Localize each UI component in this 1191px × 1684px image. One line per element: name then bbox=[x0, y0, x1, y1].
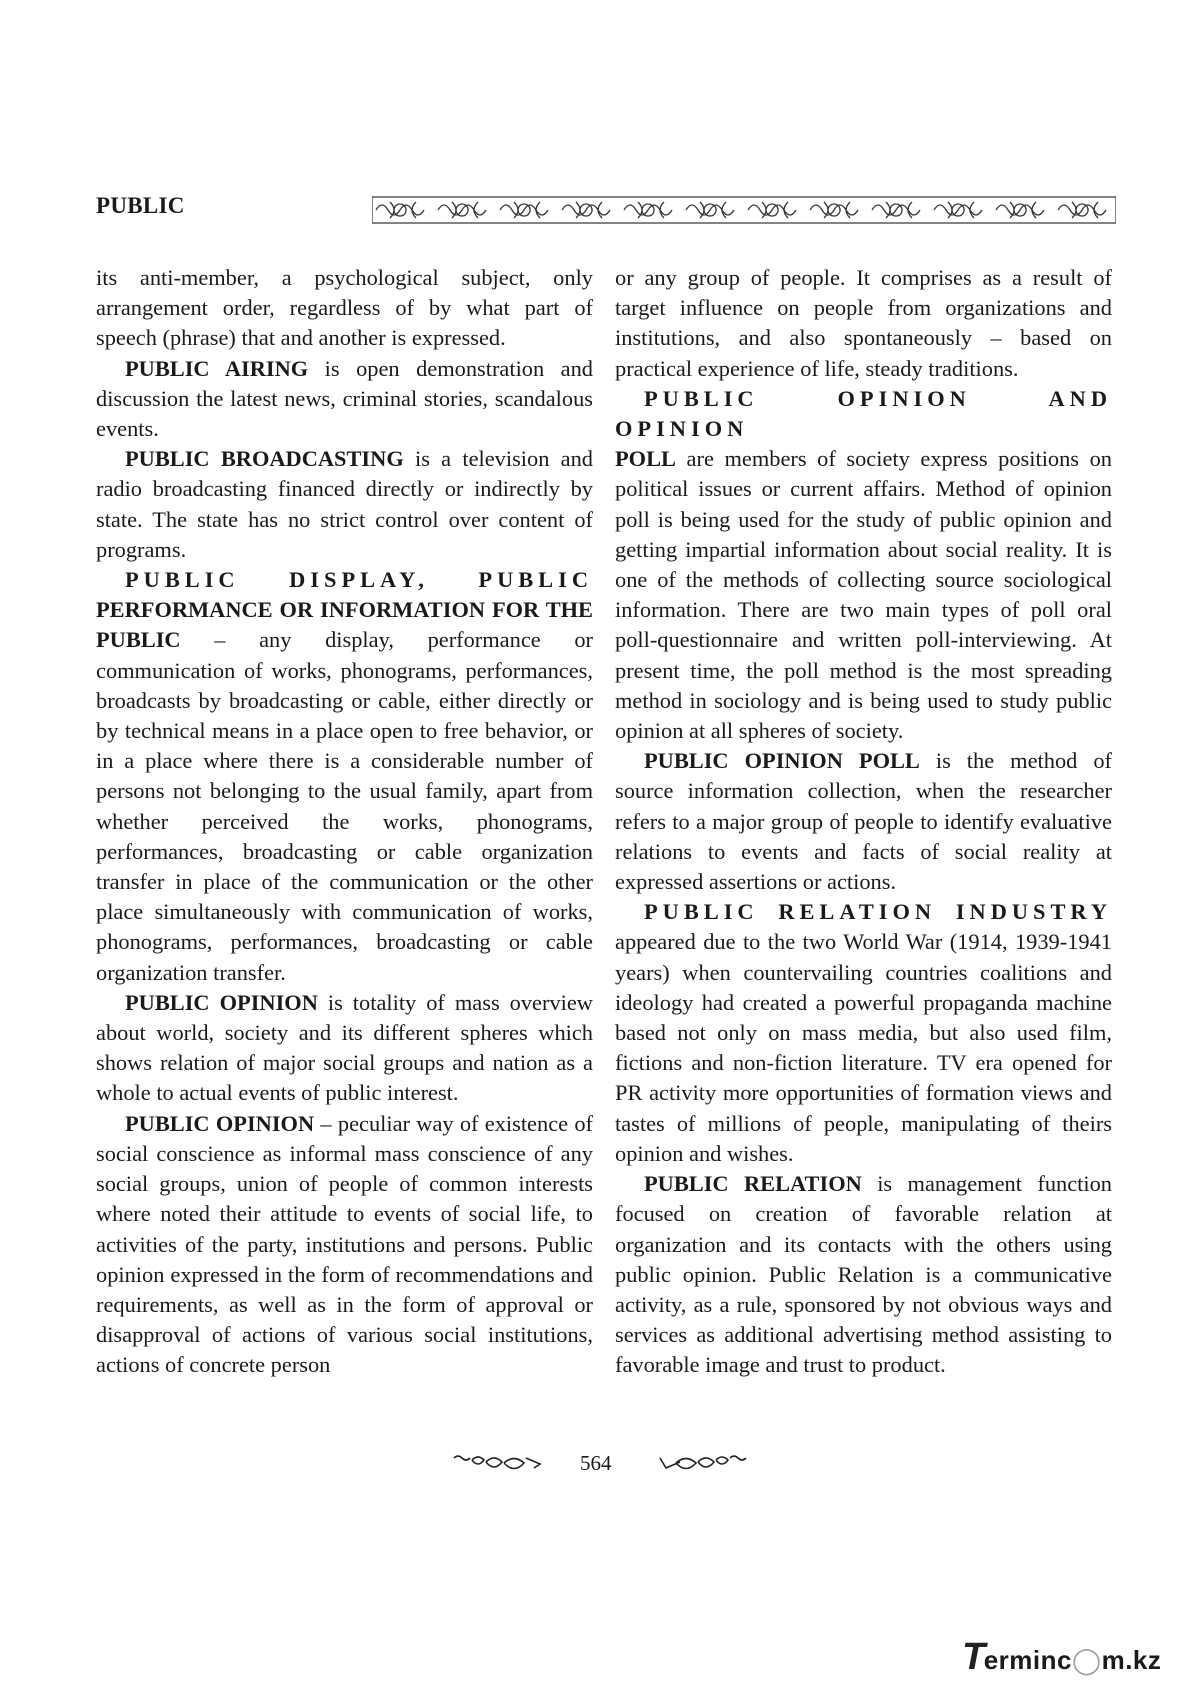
entry-public-airing: PUBLIC AIRING is open demonstration and discussion the latest news, criminal stories, scandalous events. bbox=[96, 355, 593, 442]
entry-opinion-poll-heading bbox=[615, 384, 1112, 444]
footer-ornament-right-icon bbox=[656, 1452, 748, 1474]
ornament-knot bbox=[686, 202, 734, 218]
entry-public-display-cont: PERFORMANCE OR INFORMATION FOR THE PUBLIC – any display, performance or communication of works, phonograms, performances, broadcasts by broadcasting or cable, either directly or by technical means in a place open to free behavior, or in a place where there is a considerable number of persons not belonging to the usual family, apart from whether perceived the works, phonograms, performances, broadcasting or cable organization transfer in place of the communication or the other place simultaneously with communication of works, phonograms, performances, broadcasting or cable organization transfer. bbox=[96, 597, 593, 985]
ornament-knot bbox=[810, 202, 858, 218]
entry-term: PUBLIC AIRING bbox=[125, 355, 309, 381]
left-column bbox=[96, 263, 593, 1381]
ornament-knot bbox=[934, 202, 982, 218]
ornament-knot bbox=[562, 202, 610, 218]
running-header: PUBLIC bbox=[96, 193, 185, 218]
entry-public-relation-industry-cont: appeared due to the two World War (1914, 1939-1941 years) when countervailing countries coalitions and ideology had created a powerful propaganda machine based not only on mass media, but also used film, fictions and non-fiction literature. TV era opened for PR activity more opportunities of formation views and tastes of millions of people, manipulating of theirs opinion and wishes. bbox=[615, 929, 1112, 1166]
page-number: 564 bbox=[580, 1451, 612, 1475]
ornament-knot bbox=[996, 202, 1044, 218]
ornament-knot bbox=[438, 202, 486, 218]
entry-continuation: or any group of people. It comprises as a result of target influence on people from organizations and institutions, and also spontaneously – based on practical experience of life, steady traditions. bbox=[615, 265, 1112, 381]
entry-public-relation-industry bbox=[615, 897, 1112, 927]
entry-term: PUBLIC DISPLAY, PUBLIC bbox=[125, 567, 593, 593]
ornament-knot bbox=[500, 202, 548, 218]
entry-term: PUBLIC OPINION POLL bbox=[644, 748, 920, 774]
ornament-knot bbox=[376, 202, 424, 218]
site-watermark: Terminc◯m.kz bbox=[962, 1636, 1162, 1678]
entry-term: PUBLIC OPINION bbox=[125, 989, 318, 1015]
footer-ornament-left-icon bbox=[452, 1452, 544, 1474]
ornament-knot bbox=[624, 202, 672, 218]
ornament-knot bbox=[872, 202, 920, 218]
entry-public-display bbox=[96, 565, 593, 595]
entry-term: PERFORMANCE OR INFORMATION FOR THE PUBLIC bbox=[96, 597, 593, 653]
entry-public-opinion-2: PUBLIC OPINION – peculiar way of existence of social conscience as informal mass conscience of any social groups, union of people of common interests where noted their attitude to events of social life, to activities of the party, institutions and persons. Public opinion expressed in the form of recommendations and requirements, as well as in the form of approval or disapproval of actions of various social institutions, actions of concrete person bbox=[96, 1110, 593, 1378]
entry-term: PUBLIC OPINION bbox=[125, 1110, 315, 1136]
entry-term: PUBLIC RELATION bbox=[644, 1171, 862, 1197]
entry-term: PUBLIC OPINION AND OPINION bbox=[615, 385, 1112, 442]
header-ornament bbox=[372, 196, 1116, 224]
entry-term: POLL bbox=[615, 446, 676, 472]
ornament-knot bbox=[1058, 202, 1106, 218]
entry-public-opinion-1: PUBLIC OPINION is totality of mass overview about world, society and its different spheres which shows relation of major social groups and nation as a whole to actual events of public interest. bbox=[96, 989, 593, 1106]
right-column bbox=[615, 263, 1112, 1381]
entry-continuation: its anti-member, a psychological subject, only arrangement order, regardless of by what part of speech (phrase) that and another is expressed. bbox=[96, 265, 593, 351]
entry-public-broadcasting: PUBLIC BROADCASTING is a television and radio broadcasting financed directly or indirectly by state. The state has no strict control over content of programs. bbox=[96, 446, 593, 562]
entry-opinion-poll: POLL are members of society express positions on political issues or current affairs. Method of opinion poll is being used for the study of public opinion and getting impartial information about social reality. It is one of the methods of collecting source sociological information. There are two main types of poll oral poll-questionnaire and written poll-interviewing. At present time, the poll method is the most spreading method in sociology and is being used to study public opinion at all spheres of society. bbox=[615, 446, 1112, 744]
entry-term: PUBLIC BROADCASTING bbox=[125, 446, 404, 472]
entry-term: PUBLIC RELATION INDUSTRY bbox=[644, 899, 1112, 925]
entry-public-relation: PUBLIC RELATION is management function focused on creation of favorable relation at organization and its contacts with the others using public opinion. Public Relation is a communicative activity, as a rule, sponsored by not obvious ways and services as additional advertising method assisting to favorable image and trust to product. bbox=[615, 1171, 1112, 1378]
entry-public-opinion-poll: PUBLIC OPINION POLL is the method of source information collection, when the researcher refers to a major group of people to identify evaluative relations to events and facts of social reality at expressed assertions or actions. bbox=[615, 748, 1112, 895]
ornament-knot bbox=[748, 202, 796, 218]
